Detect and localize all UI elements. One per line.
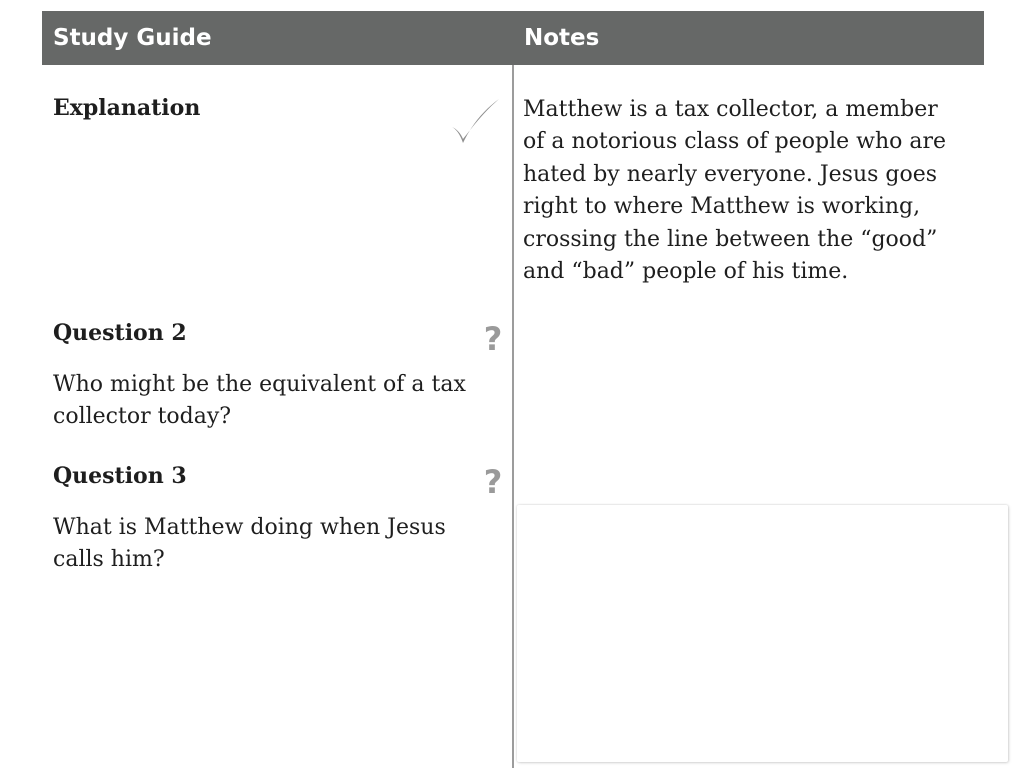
question-3-text: What is Matthew doing when Jesus calls him? (53, 515, 446, 572)
notes-input-area[interactable] (517, 505, 1008, 762)
column-divider (512, 65, 514, 768)
explanation-notes-text: Matthew is a tax collector, a member of a notorious class of people who are hated by nearly everyone. Jesus goes right to where Matthew is working, crossing the line between the “good” and “bad” people of his time. (523, 97, 947, 285)
question-mark-icon[interactable]: ? (483, 320, 503, 358)
question-mark-icon[interactable]: ? (483, 463, 503, 501)
notes-heading: Notes (524, 25, 600, 51)
study-guide-heading: Study Guide (53, 25, 212, 51)
checkmark-icon (446, 96, 502, 148)
question-2-title[interactable]: Question 2 (53, 320, 187, 346)
question-2-text: Who might be the equivalent of a tax collector today? (53, 372, 466, 429)
header-bar (42, 11, 984, 65)
explanation-title[interactable]: Explanation (53, 95, 201, 121)
question-3-title[interactable]: Question 3 (53, 463, 187, 489)
